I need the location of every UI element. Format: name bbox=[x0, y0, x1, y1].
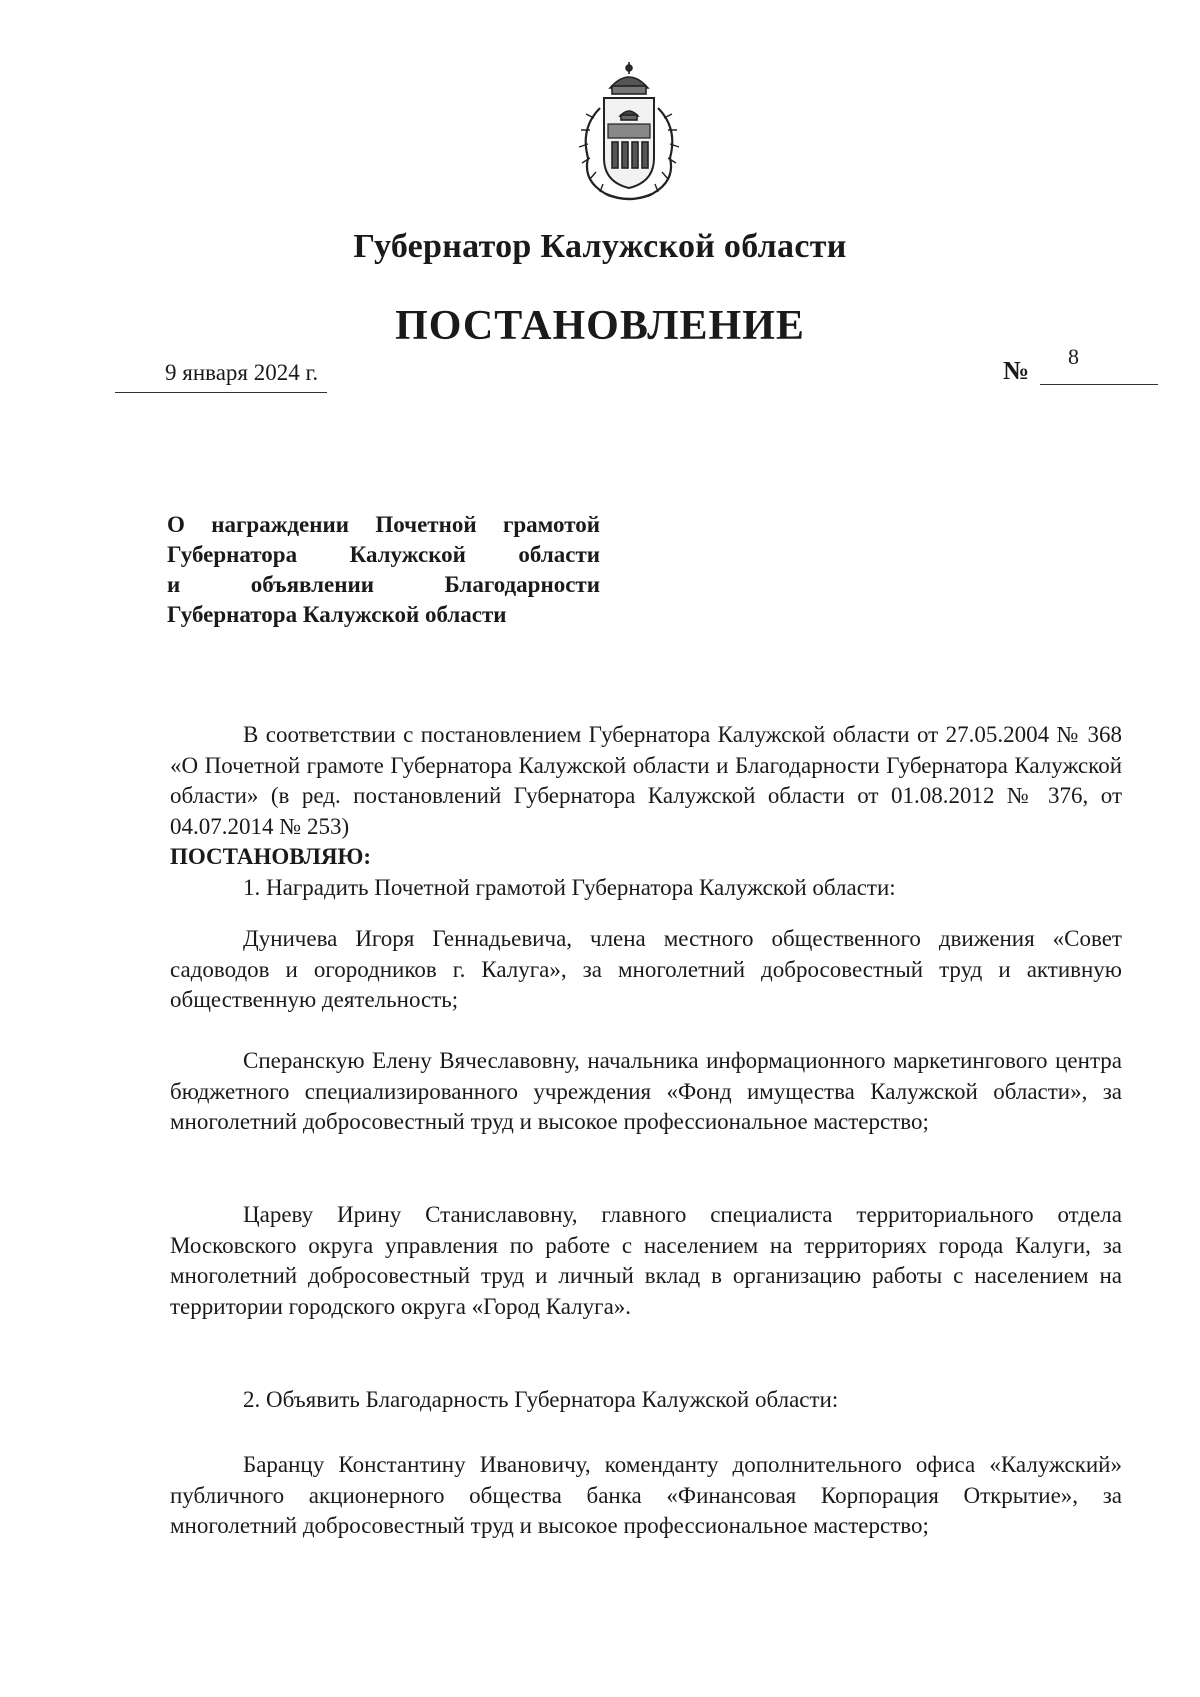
awardee-paragraph bbox=[170, 1046, 1122, 1138]
awardee-text: Цареву Ирину Станиславовну, главного специалиста территориального отдела Московского округа управления по работе с населением на территориях города Калуги, за многолетний добросовестный труд и личный вклад в организацию работы с населением на территории городского округа «Город Калуга». bbox=[170, 1202, 1122, 1319]
document-number: 8 bbox=[1068, 344, 1079, 369]
subject-line: Губернатора Калужской области bbox=[167, 542, 600, 567]
preamble-block bbox=[170, 720, 1122, 842]
item-1-heading: 1. Наградить Почетной грамотой Губернатора Калужской области: bbox=[243, 874, 896, 900]
preamble-paragraph: В соответствии с постановлением Губернатора Калужской области от 27.05.2004 № 368 «О Почетной грамоте Губернатора Калужской области и Благодарности Губернатора Калужской области» (в ред. постановлений Губернатора Калужской области от 01.08.2012 № 376, от 04.07.2014 № 253) bbox=[170, 722, 1122, 839]
awardee-paragraph bbox=[170, 924, 1122, 1016]
item-2-heading: 2. Объявить Благодарность Губернатора Калужской области: bbox=[243, 1387, 839, 1412]
document-subject bbox=[167, 510, 600, 630]
awardee-paragraph bbox=[170, 1200, 1122, 1322]
subject-line: О награждении Почетной грамотой bbox=[167, 512, 600, 537]
subject-line: и объявлении Благодарности bbox=[167, 572, 600, 597]
issuing-authority: Губернатор Калужской области bbox=[353, 228, 847, 265]
coat-of-arms-emblem bbox=[570, 58, 688, 203]
number-label: № bbox=[1003, 356, 1030, 385]
awardee-text: Сперанскую Елену Вячеславовну, начальника информационного маркетингового центра бюджетного специализированного учреждения «Фонд имущества Калужской области», за многолетний добросовестный труд и высокое профессиональное мастерство; bbox=[170, 1048, 1122, 1134]
document-type-title: ПОСТАНОВЛЕНИЕ bbox=[395, 303, 805, 349]
resolve-heading: ПОСТАНОВЛЯЮ: bbox=[170, 844, 372, 869]
subject-line: Губернатора Калужской области bbox=[167, 602, 507, 627]
awardee-text: Баранцу Константину Ивановичу, коменданту дополнительного офиса «Калужский» публичного акционерного общества банка «Финансовая Корпорация Открытие», за многолетний добросовестный труд и высокое профессиональное мастерство; bbox=[170, 1452, 1122, 1538]
resolve-block bbox=[170, 842, 1122, 903]
awardee-text: Дуничева Игоря Геннадьевича, члена местного общественного движения «Совет садоводов и огородников г. Калуга», за многолетний добросовестный труд и активную общественную деятельность; bbox=[170, 926, 1122, 1012]
item-2-block bbox=[170, 1385, 1122, 1416]
document-date: 9 января 2024 г. bbox=[165, 360, 319, 385]
awardee-paragraph bbox=[170, 1450, 1122, 1542]
number-underline bbox=[1040, 384, 1158, 385]
